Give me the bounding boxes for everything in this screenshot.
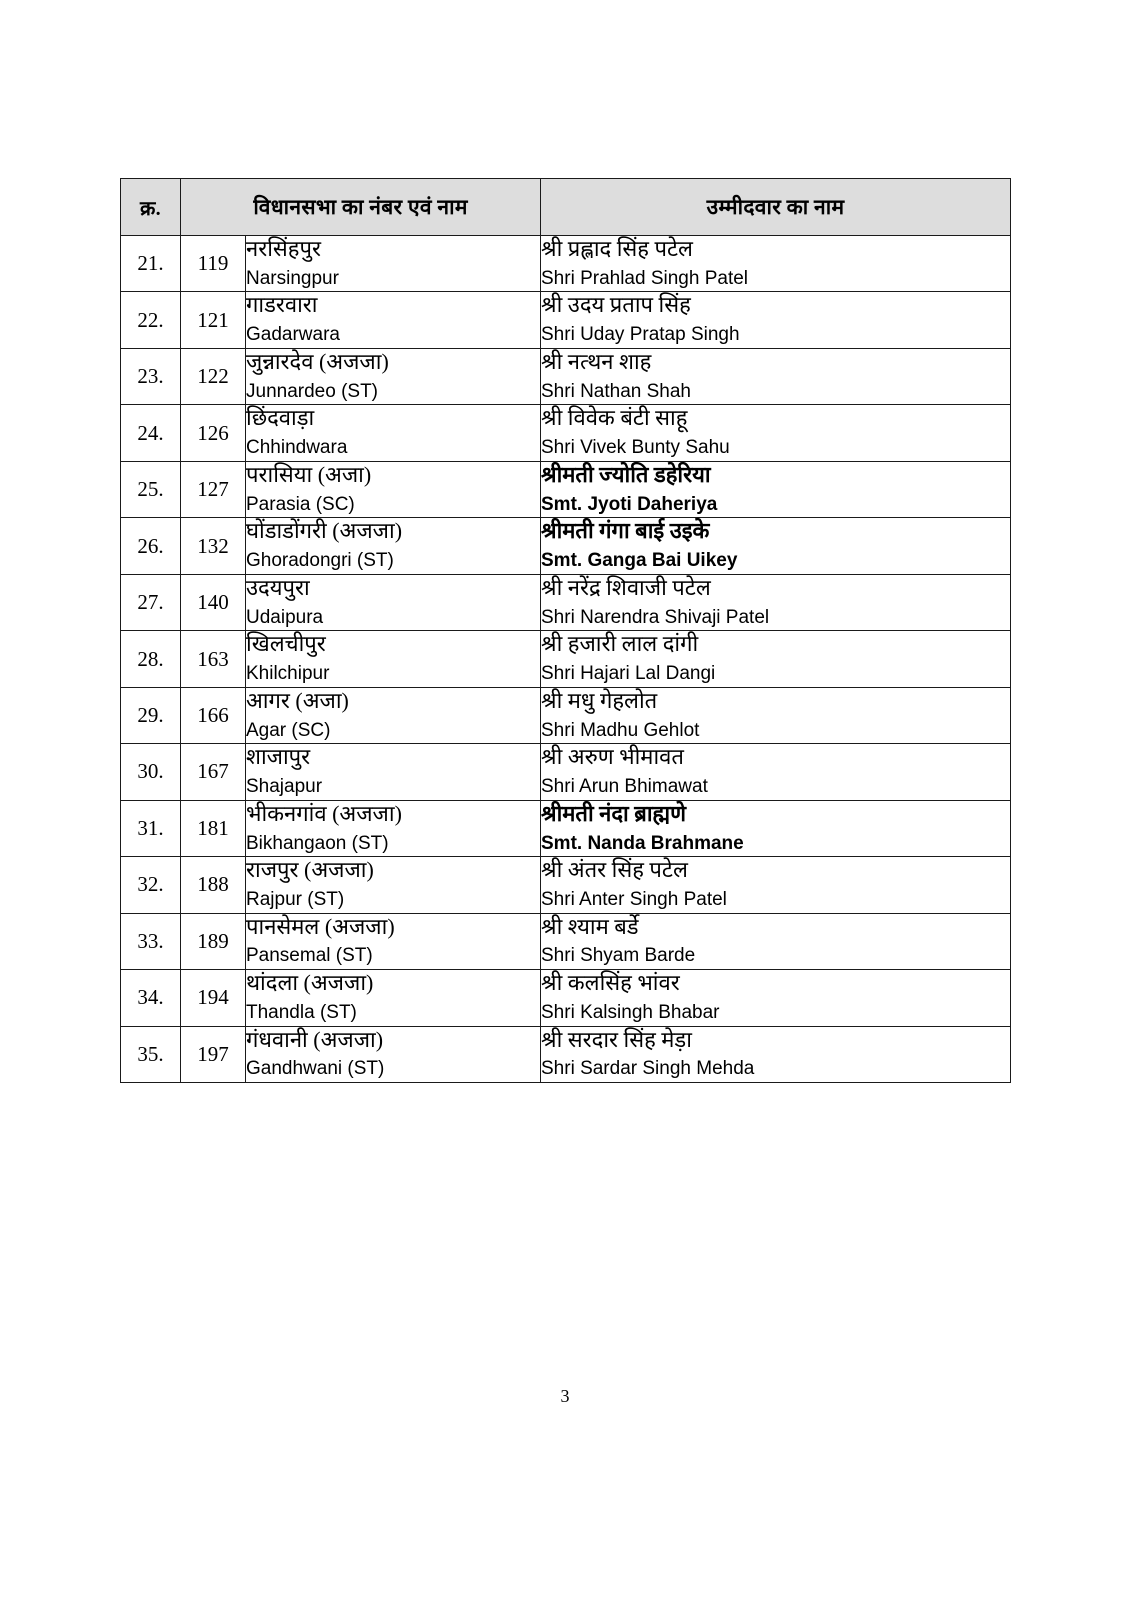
cell-candidate-name (541, 970, 1011, 1026)
cell-serial: 28. (121, 631, 181, 687)
cell-constituency-number: 126 (181, 405, 246, 461)
table-row (121, 970, 1011, 1026)
table-row (121, 461, 1011, 517)
table-header-row (121, 179, 1011, 236)
table-row (121, 236, 1011, 292)
cell-constituency-number: 119 (181, 236, 246, 292)
cell-constituency-name (246, 800, 541, 856)
cell-serial: 35. (121, 1026, 181, 1082)
candidate-name-hindi: श्री नरेंद्र शिवाजी पटेल (541, 574, 711, 600)
cell-constituency-number: 132 (181, 518, 246, 574)
candidate-name-english: Shri Madhu Gehlot (541, 719, 700, 741)
table-row (121, 518, 1011, 574)
constituency-name-english: Khilchipur (246, 663, 330, 685)
constituency-name-english: Pansemal (ST) (246, 945, 373, 967)
constituency-name-hindi: राजपुर (अजजा) (246, 857, 374, 883)
candidate-name-english: Shri Kalsingh Bhabar (541, 1001, 720, 1023)
cell-constituency-name (246, 631, 541, 687)
candidate-name-english: Shri Hajari Lal Dangi (541, 663, 716, 685)
cell-serial: 22. (121, 292, 181, 348)
cell-constituency-name (246, 292, 541, 348)
constituency-name-hindi: परासिया (अजा) (246, 461, 372, 487)
constituency-name-english: Thandla (ST) (246, 1001, 357, 1023)
candidate-name-hindi: श्री सरदार सिंह मेड़ा (541, 1026, 692, 1052)
constituency-name-english: Gandhwani (ST) (246, 1058, 385, 1080)
constituency-name-english: Agar (SC) (246, 719, 331, 741)
constituency-name-hindi: भीकनगांव (अजजा) (246, 800, 402, 826)
candidate-name-hindi: श्री प्रह्लाद सिंह पटेल (541, 236, 693, 261)
cell-candidate-name (541, 800, 1011, 856)
table-row (121, 687, 1011, 743)
constituency-name-english: Shajapur (246, 776, 323, 798)
cell-candidate-name (541, 687, 1011, 743)
cell-candidate-name (541, 574, 1011, 630)
cell-constituency-name (246, 461, 541, 517)
candidate-name-english: Smt. Nanda Brahmane (541, 832, 744, 854)
candidate-name-hindi: श्री अरुण भीमावत (541, 744, 684, 770)
cell-candidate-name (541, 405, 1011, 461)
page-number: 3 (560, 1386, 570, 1406)
table-row (121, 857, 1011, 913)
cell-candidate-name (541, 1026, 1011, 1082)
candidate-name-hindi: श्री श्याम बर्डे (541, 913, 639, 939)
constituency-name-english: Udaipura (246, 606, 324, 628)
cell-constituency-name (246, 405, 541, 461)
candidate-name-hindi: श्री उदय प्रताप सिंह (541, 292, 691, 318)
candidate-name-english: Shri Narendra Shivaji Patel (541, 606, 770, 628)
table-row (121, 631, 1011, 687)
column-header-constituency: विधानसभा का नंबर एवं नाम (181, 179, 541, 236)
constituency-name-english: Gadarwara (246, 324, 340, 346)
table-row (121, 292, 1011, 348)
cell-candidate-name (541, 348, 1011, 404)
column-header-serial: क्र. (121, 179, 181, 236)
cell-constituency-name (246, 857, 541, 913)
cell-serial: 25. (121, 461, 181, 517)
cell-candidate-name (541, 292, 1011, 348)
cell-candidate-name (541, 236, 1011, 292)
table-row (121, 405, 1011, 461)
candidate-name-english: Shri Uday Pratap Singh (541, 324, 740, 346)
cell-constituency-number: 122 (181, 348, 246, 404)
constituency-name-hindi: थांदला (अजजा) (246, 970, 374, 996)
cell-constituency-number: 167 (181, 744, 246, 800)
cell-candidate-name (541, 518, 1011, 574)
cell-constituency-name (246, 518, 541, 574)
cell-constituency-number: 197 (181, 1026, 246, 1082)
cell-candidate-name (541, 631, 1011, 687)
constituency-name-english: Parasia (SC) (246, 493, 355, 515)
cell-constituency-number: 166 (181, 687, 246, 743)
candidate-name-english: Shri Shyam Barde (541, 945, 696, 967)
candidate-name-english: Shri Prahlad Singh Patel (541, 267, 749, 289)
cell-serial: 24. (121, 405, 181, 461)
cell-constituency-name (246, 236, 541, 292)
candidate-name-english: Shri Anter Singh Patel (541, 888, 727, 910)
table-row (121, 913, 1011, 969)
cell-serial: 30. (121, 744, 181, 800)
constituency-name-english: Rajpur (ST) (246, 888, 345, 910)
cell-constituency-name (246, 1026, 541, 1082)
constituency-name-english: Narsingpur (246, 267, 339, 289)
cell-constituency-name (246, 348, 541, 404)
constituency-name-english: Bikhangaon (ST) (246, 832, 389, 854)
constituency-name-english: Ghoradongri (ST) (246, 550, 394, 572)
candidate-name-hindi: श्री नत्थन शाह (541, 348, 652, 374)
cell-constituency-name (246, 574, 541, 630)
table-row (121, 574, 1011, 630)
table-header (121, 179, 1011, 236)
cell-constituency-number: 181 (181, 800, 246, 856)
constituency-name-hindi: गंधवानी (अजजा) (246, 1026, 384, 1052)
cell-serial: 29. (121, 687, 181, 743)
constituency-name-hindi: नरसिंहपुर (246, 236, 321, 261)
constituency-name-hindi: पानसेमल (अजजा) (246, 913, 395, 939)
constituency-name-hindi: आगर (अजा) (246, 687, 349, 713)
cell-constituency-number: 194 (181, 970, 246, 1026)
table-row (121, 1026, 1011, 1082)
candidate-name-english: Shri Sardar Singh Mehda (541, 1058, 755, 1080)
cell-serial: 31. (121, 800, 181, 856)
cell-constituency-name (246, 744, 541, 800)
cell-serial: 27. (121, 574, 181, 630)
cell-serial: 34. (121, 970, 181, 1026)
cell-constituency-name (246, 913, 541, 969)
cell-constituency-name (246, 687, 541, 743)
table-row (121, 744, 1011, 800)
candidate-name-hindi: श्री मधु गेहलोत (541, 687, 658, 713)
cell-constituency-number: 140 (181, 574, 246, 630)
candidate-name-hindi: श्रीमती ज्योति डहेरिया (541, 461, 711, 487)
cell-candidate-name (541, 913, 1011, 969)
candidate-name-english: Smt. Ganga Bai Uikey (541, 550, 738, 572)
cell-candidate-name (541, 744, 1011, 800)
candidate-name-hindi: श्रीमती नंदा ब्राह्मणे (541, 800, 687, 826)
constituency-name-english: Junnardeo (ST) (246, 380, 379, 402)
table-body (121, 236, 1011, 1083)
cell-serial: 21. (121, 236, 181, 292)
column-header-candidate: उम्मीदवार का नाम (541, 179, 1011, 236)
cell-serial: 33. (121, 913, 181, 969)
cell-candidate-name (541, 857, 1011, 913)
cell-constituency-number: 163 (181, 631, 246, 687)
constituency-name-hindi: उदयपुरा (246, 574, 310, 600)
constituency-name-hindi: शाजापुर (246, 744, 311, 770)
candidate-name-english: Shri Nathan Shah (541, 380, 691, 402)
candidates-table (120, 178, 1011, 1083)
candidate-name-english: Shri Vivek Bunty Sahu (541, 437, 730, 459)
table-row (121, 800, 1011, 856)
constituency-name-hindi: गाडरवारा (246, 292, 318, 318)
candidate-name-hindi: श्रीमती गंगा बाई उइके (541, 518, 710, 544)
constituency-name-english: Chhindwara (246, 437, 348, 459)
candidate-name-english: Smt. Jyoti Daheriya (541, 493, 718, 515)
candidate-name-hindi: श्री विवेक बंटी साहू (541, 405, 688, 431)
cell-serial: 32. (121, 857, 181, 913)
cell-serial: 26. (121, 518, 181, 574)
cell-serial: 23. (121, 348, 181, 404)
cell-constituency-name (246, 970, 541, 1026)
candidate-name-hindi: श्री अंतर सिंह पटेल (541, 857, 688, 883)
cell-constituency-number: 188 (181, 857, 246, 913)
constituency-name-hindi: छिंदवाड़ा (246, 405, 315, 431)
cell-constituency-number: 121 (181, 292, 246, 348)
candidate-name-hindi: श्री हजारी लाल दांगी (541, 631, 699, 657)
cell-constituency-number: 189 (181, 913, 246, 969)
candidate-name-english: Shri Arun Bhimawat (541, 776, 708, 798)
constituency-name-hindi: खिलचीपुर (246, 631, 326, 657)
candidate-name-hindi: श्री कलसिंह भांवर (541, 970, 680, 996)
constituency-name-hindi: घोंडाडोंगरी (अजजा) (246, 518, 403, 544)
cell-candidate-name (541, 461, 1011, 517)
cell-constituency-number: 127 (181, 461, 246, 517)
constituency-name-hindi: जुन्नारदेव (अजजा) (246, 348, 389, 374)
table-row (121, 348, 1011, 404)
